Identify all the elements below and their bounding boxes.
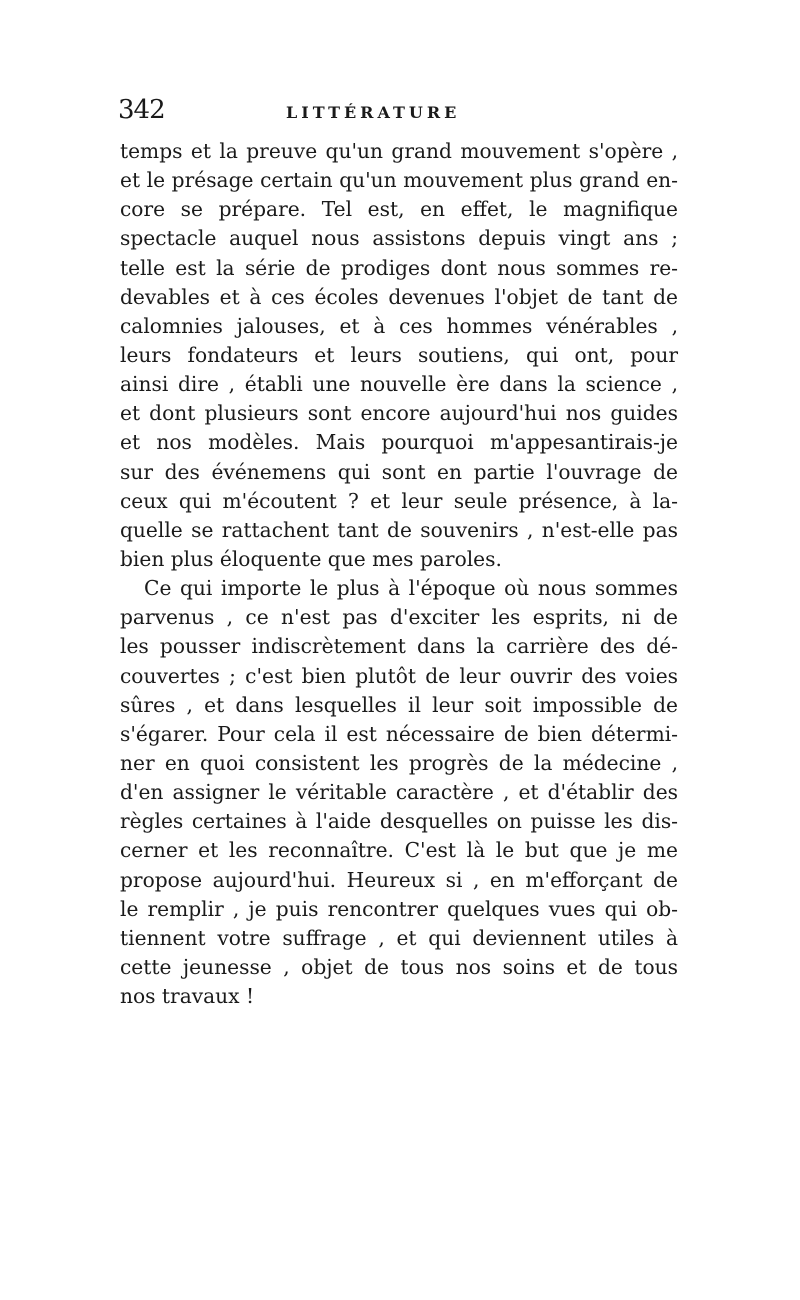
text-line: Ce qui importe le plus à l'époque où nous sommes — [144, 576, 678, 601]
running-head: LITTÉRATURE — [286, 103, 461, 122]
text-line: core se prépare. Tel est, en effet, le magnifique — [120, 197, 678, 222]
text-line: sur des événemens qui sont en partie l'ouvrage de — [120, 459, 678, 484]
paragraph-1 — [120, 137, 678, 574]
text-line: règles certaines à l'aide desquelles on puisse les dis- — [120, 809, 678, 834]
text-line: calomnies jalouses, et à ces hommes vénérables , — [120, 313, 678, 338]
text-line: ner en quoi consistent les progrès de la médecine , — [120, 750, 678, 775]
text-line: couvertes ; c'est bien plutôt de leur ouvrir des voies — [120, 663, 678, 688]
page-header — [118, 95, 678, 135]
text-line: tiennent votre suffrage , et qui deviennent utiles à — [120, 925, 678, 950]
text-line: ceux qui m'écoutent ? et leur seule présence, à la- — [120, 488, 678, 513]
text-line: cette jeunesse , objet de tous nos soins et de tous — [120, 954, 678, 979]
text-line: ainsi dire , établi une nouvelle ère dans la science , — [120, 372, 678, 397]
paragraph-2 — [120, 574, 678, 1011]
text-line: propose aujourd'hui. Heureux si , en m'efforçant de — [120, 867, 678, 892]
text-line: devables et à ces écoles devenues l'objet de tant de — [120, 284, 678, 309]
text-line: le remplir , je puis rencontrer quelques vues qui ob- — [120, 896, 678, 921]
text-line: parvenus , ce n'est pas d'exciter les esprits, ni de — [120, 605, 678, 630]
text-line: temps et la preuve qu'un grand mouvement s'opère , — [120, 139, 678, 163]
text-line: d'en assigner le véritable caractère , et d'établir des — [120, 780, 678, 805]
text-line: leurs fondateurs et leurs soutiens, qui ont, pour — [120, 342, 678, 367]
text-line: les pousser indiscrètement dans la carrière des dé- — [120, 634, 678, 659]
text-line: sûres , et dans lesquelles il leur soit impossible de — [120, 692, 678, 717]
text-line: et le présage certain qu'un mouvement plus grand en- — [120, 168, 678, 193]
text-line: nos travaux ! — [120, 984, 255, 1009]
page-number: 342 — [118, 95, 165, 125]
text-line: spectacle auquel nous assistons depuis vingt ans ; — [120, 226, 678, 251]
text-line: quelle se rattachent tant de souvenirs , n'est-elle pas — [120, 517, 678, 542]
text-line: cerner et les reconnaître. C'est là le but que je me — [120, 838, 678, 863]
text-line: bien plus éloquente que mes paroles. — [120, 546, 502, 571]
text-line: et nos modèles. Mais pourquoi m'appesantirais-je — [120, 430, 678, 455]
text-line: telle est la série de prodiges dont nous sommes re- — [120, 255, 678, 280]
text-line: et dont plusieurs sont encore aujourd'hui nos guides — [120, 401, 678, 426]
text-body — [120, 137, 678, 1011]
text-line: s'égarer. Pour cela il est nécessaire de bien détermi- — [120, 721, 678, 746]
